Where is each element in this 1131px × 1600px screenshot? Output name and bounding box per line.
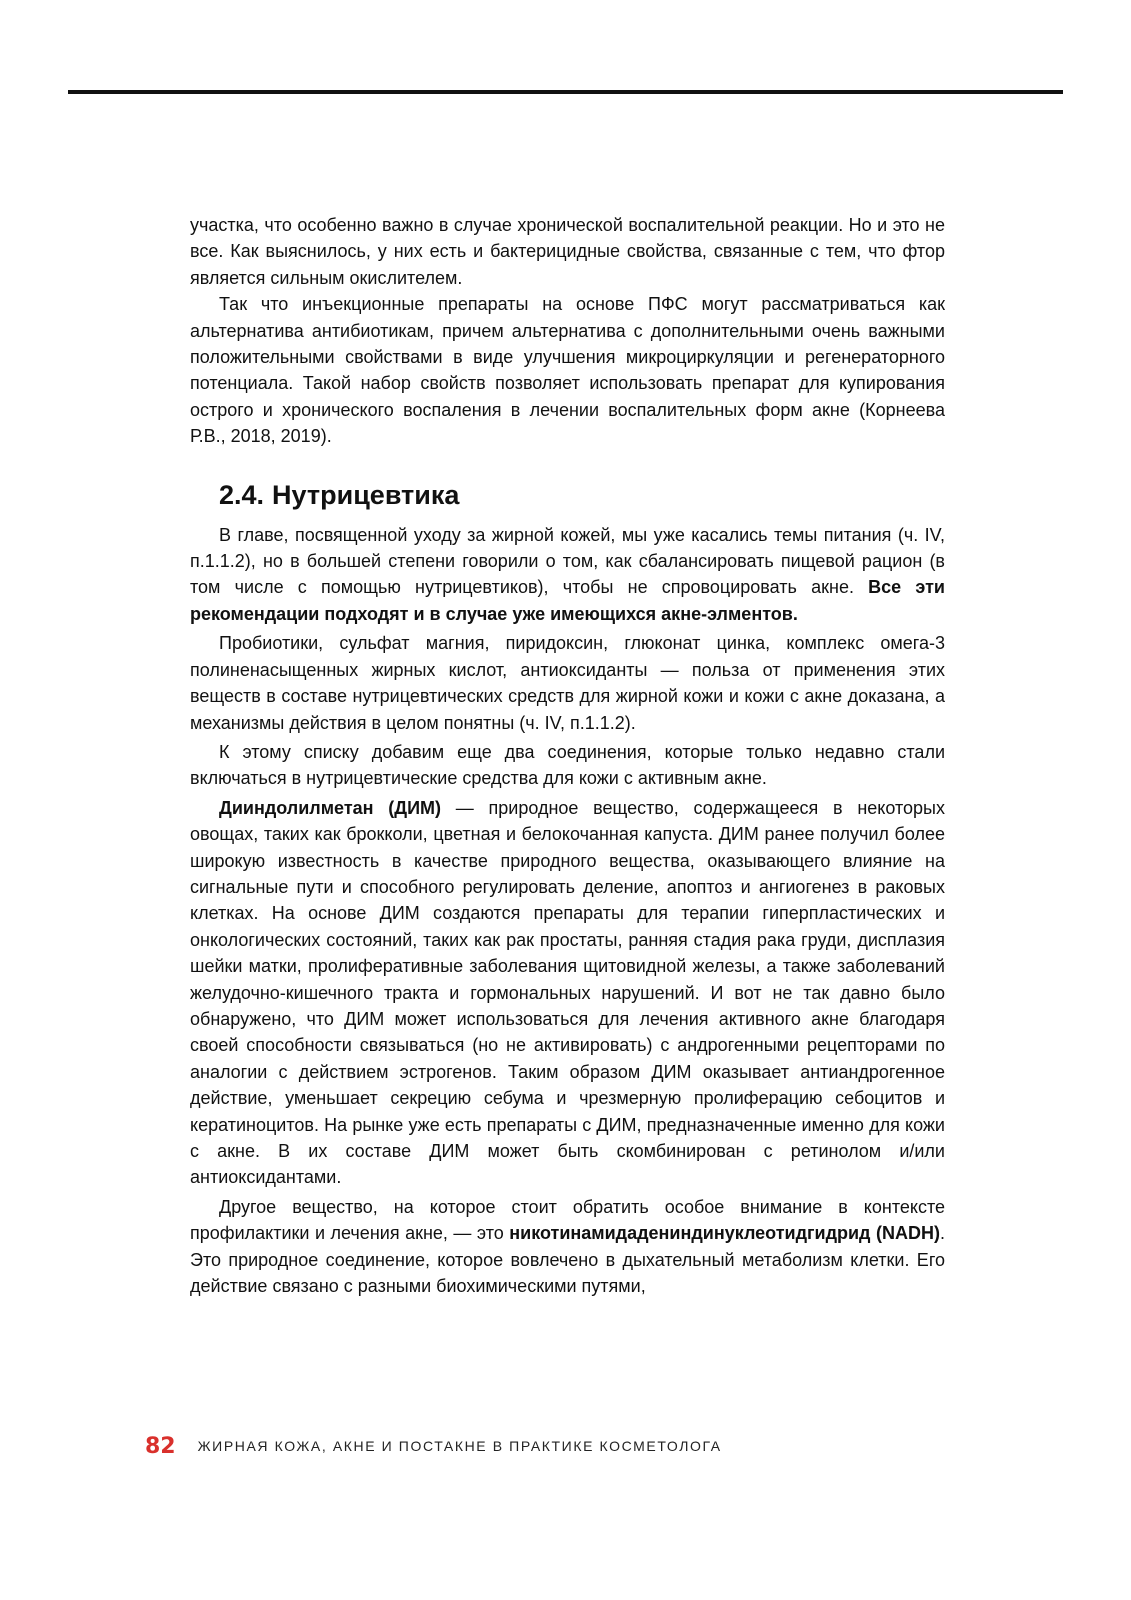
- paragraph-text: Пробиотики, сульфат магния, пиридоксин, глюконат цинка, комплекс омега-3 полиненасыщенных жирных кислот, антиоксиданты — польза от применения этих веществ в составе нутрицевтических средств для жирной кожи и кожи с акне доказана, а механизмы действия в целом понятны (ч. IV, п.1.1.2).: [190, 633, 945, 733]
- paragraph-continuation: [190, 212, 945, 291]
- page-footer: [145, 1434, 722, 1458]
- paragraph-text: — природное вещество, содержащееся в некоторых овощах, таких как брокколи, цветная и белокочанная капуста. ДИМ ранее получил более широкую известность в качестве природного вещества, оказывающего влияние на сигнальные пути и способного регулировать деление, апоптоз и ангиогенез в раковых клетках. На основе ДИМ создаются препараты для терапии гиперпластических и онкологических состояний, таких как рак простаты, ранняя стадия рака груди, дисплазия шейки матки, пролиферативные заболевания щитовидной железы, а также заболеваний желудочно-кишечного тракта и гормональных нарушений. И вот не так давно было обнаружено, что ДИМ может использоваться для лечения активного акне благодаря своей способности связываться (но не активировать) с андрогенными рецепторами по аналогии с действием эстрогенов. Таким образом ДИМ оказывает антиандрогенное действие, уменьшает секрецию себума и чрезмерную пролиферацию себоцитов и кератиноцитов. На рынке уже есть препараты с ДИМ, предназначенные именно для кожи с акне. В их составе ДИМ может быть скомбинирован с ретинолом и/или антиоксидантами.: [190, 797, 945, 1188]
- paragraph-dim: [190, 795, 945, 1191]
- paragraph-text: . Это природное соединение, которое вовлечено в дыхательный метаболизм клетки. Его действие связано с разными биохимическими путями,: [190, 1223, 945, 1297]
- paragraph-probiotics: [190, 630, 945, 736]
- page-number: 82: [145, 1433, 176, 1459]
- paragraph-text: Другое вещество, на которое стоит обратить особое внимание в контексте профилактики и лечения акне, — это: [190, 1196, 945, 1244]
- paragraph-nadh: [190, 1194, 945, 1300]
- term-nadh: никотинамидадениндинуклеотидгидрид (NADH): [509, 1223, 940, 1244]
- running-title: ЖИРНАЯ КОЖА, АКНЕ И ПОСТАКНЕ В ПРАКТИКЕ КОСМЕТОЛОГА: [197, 1438, 722, 1454]
- paragraph-text: Так что инъекционные препараты на основе ПФС могут рассматриваться как альтернатива антибиотикам, причем альтернатива с дополнительными очень важными положительными свойствами в виде улучшения микроциркуляции и регенераторного потенциала. Такой набор свойств позволяет использовать препарат для купирования острого и хронического воспаления в лечении воспалительных форм акне (Корнеева Р.В., 2018, 2019).: [190, 294, 945, 447]
- section-title: Нутрицевтика: [272, 479, 460, 510]
- paragraph-nutrition-intro: [190, 522, 945, 628]
- page-body: [190, 212, 945, 1299]
- paragraph-pfs-alternative: [190, 291, 945, 449]
- paragraph-text: В главе, посвященной уходу за жирной кожей, мы уже касались темы питания (ч. IV, п.1.1.2), но в большей степени говорили о том, как сбалансировать пищевой рацион (в том числе с помощью нутрицевтиков), чтобы не спровоцировать акне.: [190, 524, 945, 598]
- header-rule: [68, 90, 1063, 94]
- term-dim: Дииндолилметан (ДИМ): [219, 797, 442, 818]
- section-heading: [219, 478, 945, 512]
- paragraph-emphasis: Все эти рекомендации подходят и в случае уже имеющихся акне-элментов.: [190, 577, 945, 624]
- paragraph-text: участка, что особенно важно в случае хронической воспалительной реакции. Но и это не все. Как выяснилось, у них есть и бактерицидные свойства, связанные с тем, что фтор является сильным окислителем.: [190, 215, 945, 288]
- paragraph-text: К этому списку добавим еще два соединения, которые только недавно стали включаться в нутрицевтические средства для кожи с активным акне.: [190, 741, 945, 789]
- paragraph-two-compounds: [190, 739, 945, 792]
- section-number: 2.4.: [219, 479, 265, 510]
